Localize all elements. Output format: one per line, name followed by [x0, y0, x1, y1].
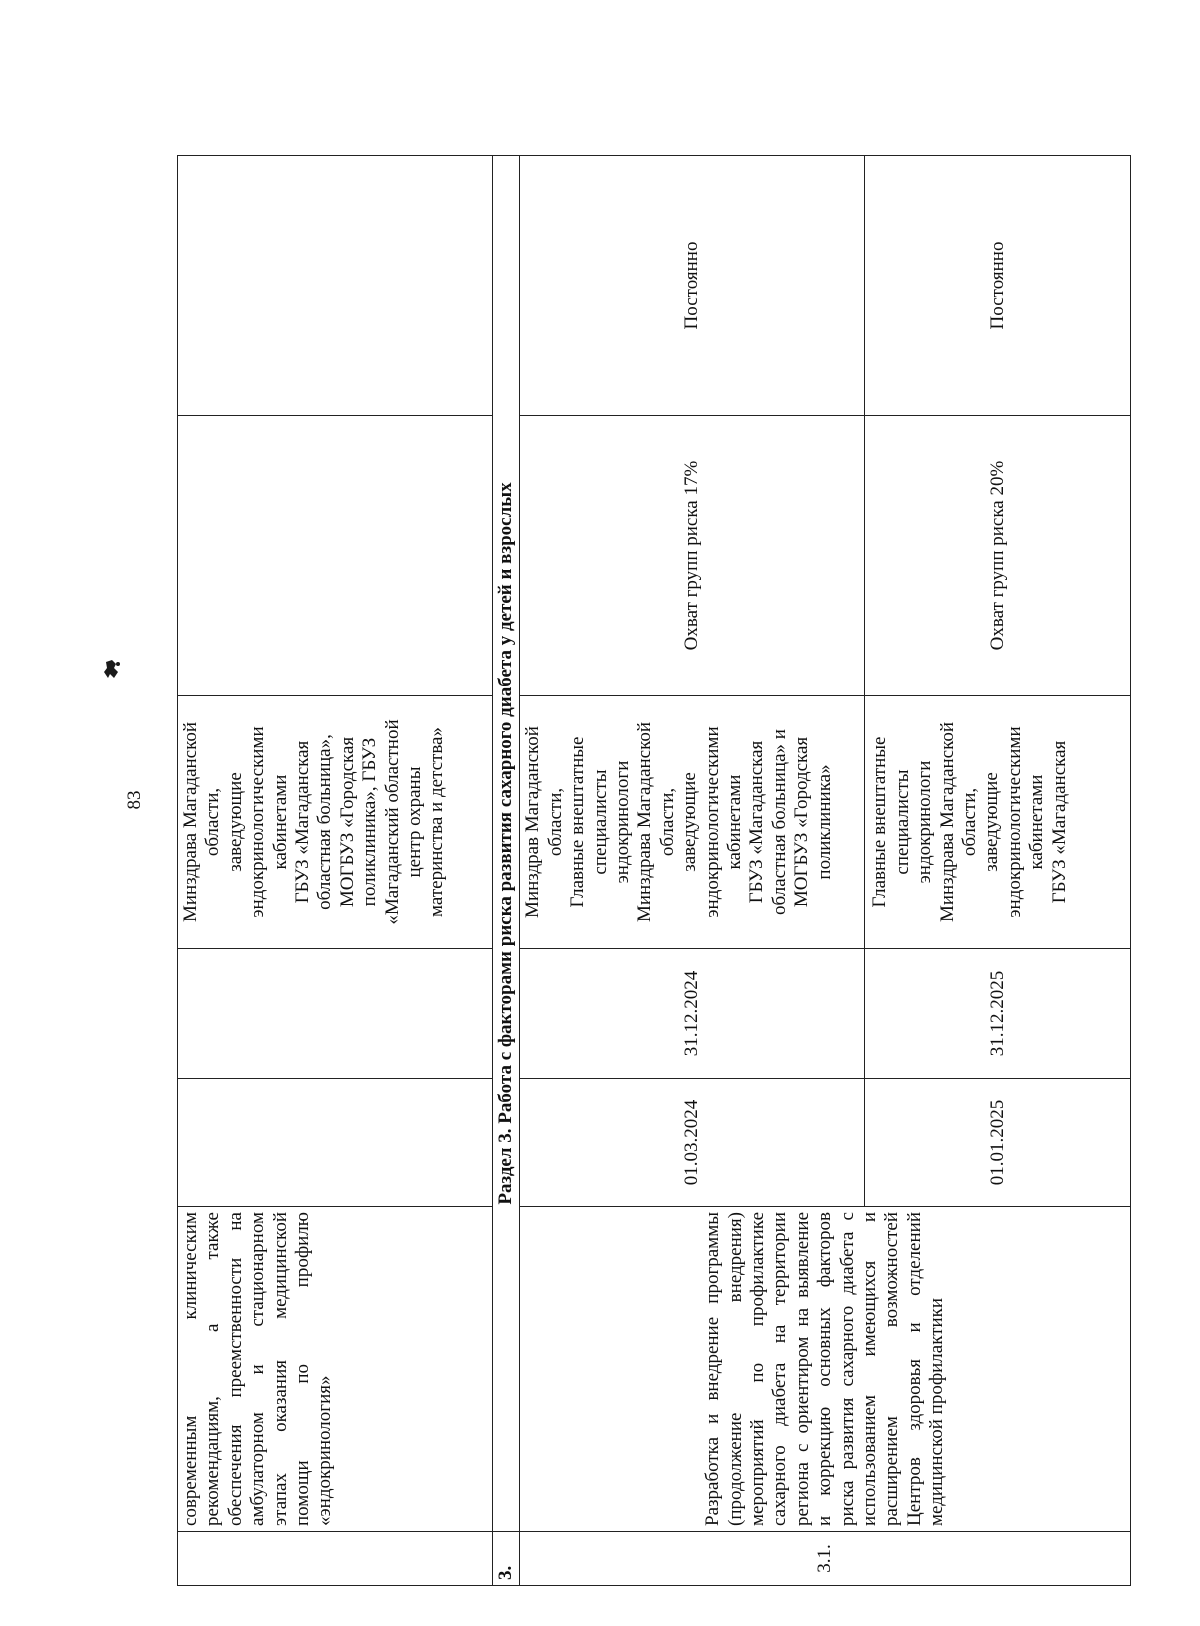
text-line: сахарного диабета на территории — [769, 1212, 791, 1526]
text-line: медицинской профилактики — [926, 1297, 948, 1526]
text-line: помощи по профилю — [292, 1212, 314, 1526]
cell-description — [520, 1207, 1131, 1532]
cell-start-date: 01.03.2024 — [520, 1079, 865, 1207]
cell-responsible — [865, 696, 1131, 949]
cell-periodicity: Постоянно — [865, 156, 1131, 416]
text-line: кабинетами — [269, 774, 291, 870]
text-line: мероприятий по профилактике — [746, 1212, 768, 1526]
text-line: заведующие — [981, 772, 1003, 872]
text-line: специалисты — [589, 769, 611, 875]
text-line: ГБУЗ «Магаданская — [1048, 740, 1070, 904]
text-line: использованием имеющихся и — [859, 1212, 881, 1526]
text-line: эндокринологическими — [247, 726, 269, 918]
text-line: ГБУЗ «Магаданская — [746, 740, 768, 904]
text-line: обеспечения преемственности на — [224, 1212, 246, 1526]
cell-description — [178, 1207, 493, 1532]
text-line: (продолжение внедрения) — [724, 1212, 746, 1526]
text-line: эндокринологи — [612, 760, 634, 884]
text-line: региона с ориентиром на выявление — [791, 1212, 813, 1526]
text-line: заведующие — [679, 772, 701, 872]
cell-end-date — [178, 949, 493, 1079]
text-line: и коррекцию основных факторов — [814, 1212, 836, 1526]
section-title: Раздел 3. Работа с факторами риска развития сахарного диабета у детей и взрослых — [493, 156, 520, 1532]
cell-responsible — [520, 696, 865, 949]
text-line: эндокринологи — [914, 760, 936, 884]
text-line: расширением возможностей — [881, 1212, 903, 1526]
cell-num — [178, 1532, 493, 1586]
text-line: Минздрава Магаданской — [936, 721, 958, 923]
text-line: поликлиника», ГБУЗ — [359, 737, 381, 907]
activities-table — [177, 155, 1131, 1586]
text-line: риска развития сахарного диабета с — [836, 1212, 858, 1526]
text-line: Центров здоровья и отделений — [903, 1212, 925, 1526]
text-line: «Магаданский областной — [381, 719, 403, 925]
cell-responsible — [178, 696, 493, 949]
ink-blot-mark — [100, 658, 124, 682]
text-line: рекомендациям, а также — [202, 1212, 224, 1526]
text-line: Минздрава Магаданской — [180, 721, 201, 923]
cell-result: Охват групп риска 20% — [865, 416, 1131, 696]
text-line: ГБУЗ «Магаданская — [292, 740, 314, 904]
section-number: 3. — [493, 1532, 520, 1586]
text-line: центр охраны — [404, 766, 426, 878]
text-line: области, — [202, 787, 224, 857]
text-line: кабинетами — [1026, 774, 1048, 870]
cell-end-date: 31.12.2025 — [865, 949, 1131, 1079]
cell-end-date: 31.12.2024 — [520, 949, 865, 1079]
text-line: этапах оказания медицинской — [269, 1212, 291, 1526]
cell-start-date — [178, 1079, 493, 1207]
cell-result: Охват групп риска 17% — [520, 416, 865, 696]
text-line: «эндокринология» — [314, 1375, 336, 1526]
cell-result — [178, 416, 493, 696]
table-row-continuation — [178, 156, 493, 1586]
text-line: области, — [544, 787, 566, 857]
text-line: МОГБУЗ «Городская — [791, 736, 813, 908]
table-row-3-1 — [520, 156, 865, 1586]
text-line: специалисты — [891, 769, 913, 875]
text-line: эндокринологическими — [1003, 726, 1025, 918]
cell-periodicity — [178, 156, 493, 416]
section-header-row — [493, 156, 520, 1586]
text-line: областная больница», — [314, 734, 336, 910]
text-line: Разработка и внедрение программы — [702, 1212, 724, 1526]
text-line: областная больница» и — [768, 729, 790, 915]
cell-periodicity: Постоянно — [520, 156, 865, 416]
text-line: области, — [656, 787, 678, 857]
text-line: Главные внештатные — [567, 736, 589, 908]
text-line: кабинетами — [724, 774, 746, 870]
page-number: 83 — [124, 790, 145, 810]
text-line: области, — [959, 787, 981, 857]
text-line: амбулаторном и стационарном — [247, 1212, 269, 1526]
text-line: поликлиника» — [813, 764, 835, 880]
text-line: материнства и детства» — [426, 727, 448, 917]
text-line: Главные внештатные — [869, 736, 891, 908]
text-line: МОГБУЗ «Городская — [336, 736, 358, 908]
text-line: эндокринологическими — [701, 726, 723, 918]
cell-start-date: 01.01.2025 — [865, 1079, 1131, 1207]
text-line: заведующие — [224, 772, 246, 872]
cell-num: 3.1. — [520, 1532, 1131, 1586]
text-line: Минздрав Магаданской — [522, 726, 544, 918]
text-line: современным клиническим — [180, 1212, 201, 1526]
text-line: Минздрава Магаданской — [634, 721, 656, 923]
